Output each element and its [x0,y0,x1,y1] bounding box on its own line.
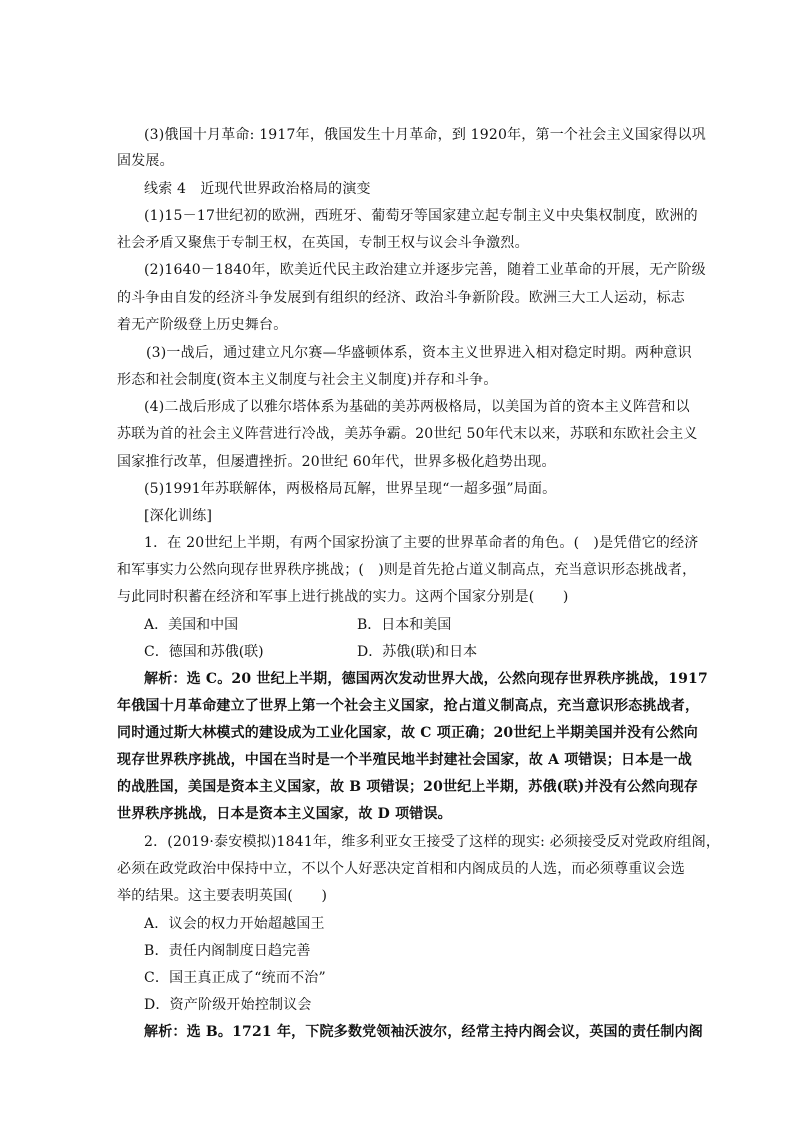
answer-1-line-6: 世界秩序挑战，日本是资本主义国家，故 D 项错误。 [117,806,452,822]
clue-3-line-2: 形态和社会制度(资本主义制度与社会主义制度)并存和斗争。 [117,372,498,388]
answer-1-line-5: 的战胜国，美国是资本主义国家，故 B 项错误；20世纪上半期，苏俄(联)并没有公然向现存 [117,779,699,795]
clue-4-line-3: 国家推行改革，但屡遭挫折。20世纪 60年代，世界多极化趋势出现。 [117,454,556,470]
question-1-option-a: A．美国和中国 [144,617,239,633]
question-1-option-b: B．日本和美国 [357,617,452,633]
clue-5-line: (5)1991年苏联解体，两极格局瓦解，世界呈现“一超多强”局面。 [144,481,557,497]
paragraph-russia-line-2: 固发展。 [117,153,174,169]
answer-1-line-3: 同时通过斯大林模式的建设成为工业化国家，故 C 项正确；20世纪上半期美国并没有公然向 [117,725,698,741]
question-1-line-1: 1．在 20世纪上半期，有两个国家扮演了主要的世界革命者的角色。( )是凭借它的经济 [144,535,699,551]
question-2-option-a: A．议会的权力开始超越国王 [144,916,325,932]
section-heading-clue-4: 线索 4 近现代世界政治格局的演变 [144,181,371,197]
question-1-option-d: D．苏俄(联)和日本 [357,644,478,660]
question-2-option-d: D．资产阶级开始控制议会 [144,997,312,1013]
clue-3-line-1: (3)一战后，通过建立凡尔赛—华盛顿体系，资本主义世界进入相对稳定时期。两种意识 [146,345,692,361]
question-1-line-3: 与此同时积蓄在经济和军事上进行挑战的实力。这两个国家分别是( ) [117,589,569,605]
clue-2-line-1: (2)1640－1840年，欧美近代民主政治建立并逐步完善，随着工业革命的开展，无产阶级 [144,262,706,278]
clue-4-line-1: (4)二战后形成了以雅尔塔体系为基础的美苏两极格局，以美国为首的资本主义阵营和以 [144,399,690,415]
question-1-line-2: 和军事实力公然向现存世界秩序挑战；( )则是首先抢占道义制高点，充当意识形态挑战者， [117,562,697,578]
clue-2-line-2: 的斗争由自发的经济斗争发展到有组织的经济、政治斗争新阶段。欧洲三大工人运动，标志 [117,290,685,306]
question-2-option-c: C．国王真正成了“统而不治” [144,970,326,986]
question-2-line-1: 2．(2019·泰安模拟)1841年，维多利亚女王接受了这样的现实: 必须接受反对党政府组阁， [144,834,721,850]
answer-1-line-2: 年俄国十月革命建立了世界上第一个社会主义国家，抢占道义制高点，充当意识形态挑战者， [117,698,700,714]
answer-1-line-1: 解析：选 C。20 世纪上半期，德国两次发动世界大战，公然向现存世界秩序挑战，1917 [144,671,708,687]
clue-4-line-2: 苏联为首的社会主义阵营进行冷战，美苏争霸。20世纪 50年代末以来，苏联和东欧社会主义 [117,426,698,442]
clue-2-line-3: 着无产阶级登上历史舞台。 [117,317,288,333]
answer-1-line-4: 现存世界秩序挑战，中国在当时是一个半殖民地半封建社会国家，故 A 项错误；日本是一战 [117,752,693,768]
paragraph-russia-line-1: (3)俄国十月革命: 1917年，俄国发生十月革命，到 1920年，第一个社会主义国家得以巩 [144,127,706,143]
question-2-line-2: 必须在政党政治中保持中立，不以个人好恶决定首相和内阁成员的人选，而必须尊重议会选 [117,861,685,877]
clue-1-line-2: 社会矛盾又聚焦于专制王权，在英国，专制王权与议会斗争激烈。 [117,235,529,251]
question-2-option-b: B．责任内阁制度日趋完善 [144,943,311,959]
answer-2-line-1: 解析：选 B。1721 年，下院多数党领袖沃波尔，经常主持内阁会议，英国的责任制内阁 [144,1024,703,1040]
question-1-option-c: C．德国和苏俄(联) [144,644,264,660]
question-2-line-3: 举的结果。这主要表明英国( ) [117,888,328,904]
training-heading: [深化训练] [144,508,213,524]
clue-1-line-1: (1)15－17世纪初的欧洲，西班牙、葡萄牙等国家建立起专制主义中央集权制度，欧洲的 [144,208,698,224]
